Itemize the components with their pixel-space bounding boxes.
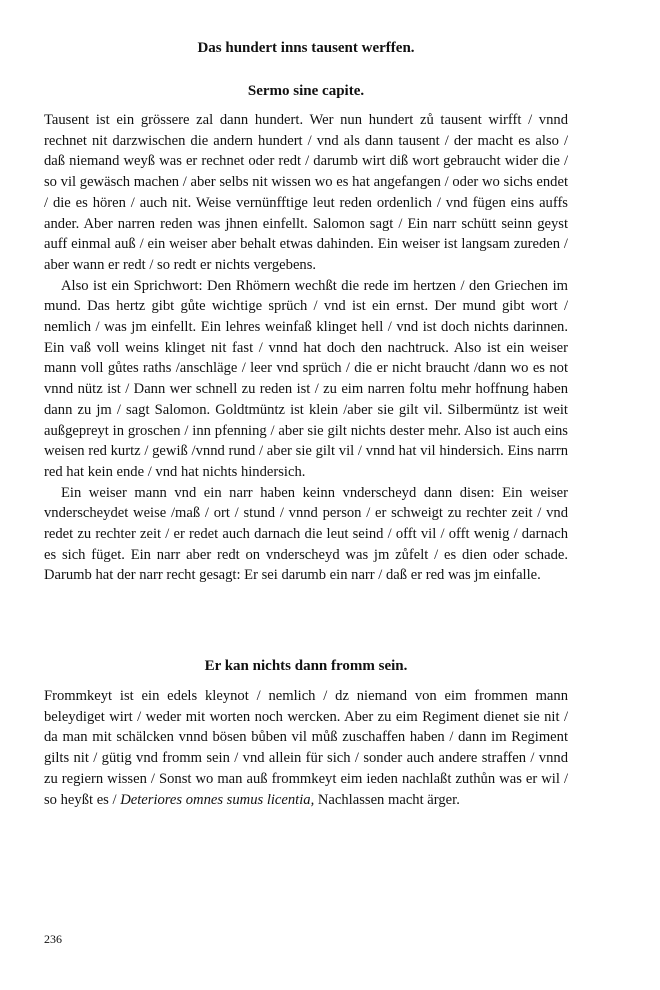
paragraph-text-end: Nachlassen macht ärger.: [314, 791, 460, 808]
section-body: [44, 110, 568, 586]
section-heading: Er kan nichts dann fromm sein.: [204, 658, 408, 674]
page-number: 236: [44, 932, 62, 946]
paragraph: Also ist ein Sprichwort: Den Rhömern wechßt die rede im hertzen / den Griechen im mund. Das hertz gibt gůte wichtige sprüch / vnd ist ein ernst. Der mund gibt wort / nemlich / was jm einfellt. Ein lehres weinfaß klinget hell / vnd ist doch nichts darinnen. Ein vaß voll weins klinget nit fast / vnnd hat doch den nachtruck. Also ist ein weiser mann voll gůtes raths /anschläge / leer vnd sprüch / die er nicht braucht /dann wo es not vnnd nütz ist / Dann wer schnell zu reden ist / zu eim narren foltu mehr hoffnung haben dann zu jm / sagt Salomon. Goldtmüntz ist klein /aber sie gilt vil. Silbermüntz ist weit außgepreyt in groschen / inn pfenning / aber sie gilt nichts dester mehr. Also ist auch eins weisen red kurtz / gewiß /vnnd rund / aber sie gilt vil / vnnd hat vil hindersich. Eins narrn red hat kein ende / vnd hat nichts hindersich.: [44, 277, 568, 480]
latin-quote: Deteriores omnes sumus licentia,: [120, 791, 315, 808]
paragraph: [44, 686, 568, 810]
page-heading: Das hundert inns tausent werffen.: [197, 40, 415, 56]
section-body: [44, 686, 568, 810]
paragraph: Ein weiser mann vnd ein narr haben keinn vnderscheyd dann disen: Ein weiser vnderscheydet weise /maß / ort / stund / vnnd person / er schweigt zu rechter zeit / vnd redet zu rechter zeit / er redet auch darnach die leut seind / offt vil / offt wenig / darnach es sich füget. Ein narr aber redt on vnderscheyd was jm zůfelt / es dien oder schade. Darumb hat der narr recht gesagt: Er sei darumb ein narr / daß er red was jm einfalle.: [44, 484, 568, 584]
paragraph-text: Frommkeyt ist ein edels kleynot / nemlich / dz niemand von eim frommen mann beleydiget wirt / weder mit worten noch wercken. Aber zu eim Regiment dienet sie nit / da man mit schälcken vnnd bösen bůben vil můß zuschaffen haben / dann im Regiment gilts nit / gütig vnd fromm sein / vnd allein für sich / sonder auch andere straffen / vnnd zu regiern wissen / Sonst wo man auß frommkeyt eim ieden nachlaßt zuthůn was er wil / so heyßt es /: [44, 688, 568, 808]
section-subheading: Sermo sine capite.: [247, 83, 365, 99]
paragraph: Tausent ist ein grössere zal dann hundert. Wer nun hundert zů tausent wirfft / vnnd rechnet nit darzwischen die andern hundert / vnd als dann tausent / der macht es also / daß niemand weyß was er rechnet oder redt / darumb wirt diß wort gebraucht wider die / so vil gewäsch machen / aber selbs nit wissen wo es hat angefangen / oder wo sichs endet / die es hören / auch nit. Weise vernünfftige leut reden ordenlich / vnd fügen eins auffs ander. Aber narren reden was jhnen einfellt. Salomon sagt / Ein narr schütt seinn geyst auff einmal auß / ein weiser aber behalt etwas dahinden. Ein weiser ist langsam zureden / aber wann er redt / so redt er nichts vergebens.: [44, 112, 568, 273]
